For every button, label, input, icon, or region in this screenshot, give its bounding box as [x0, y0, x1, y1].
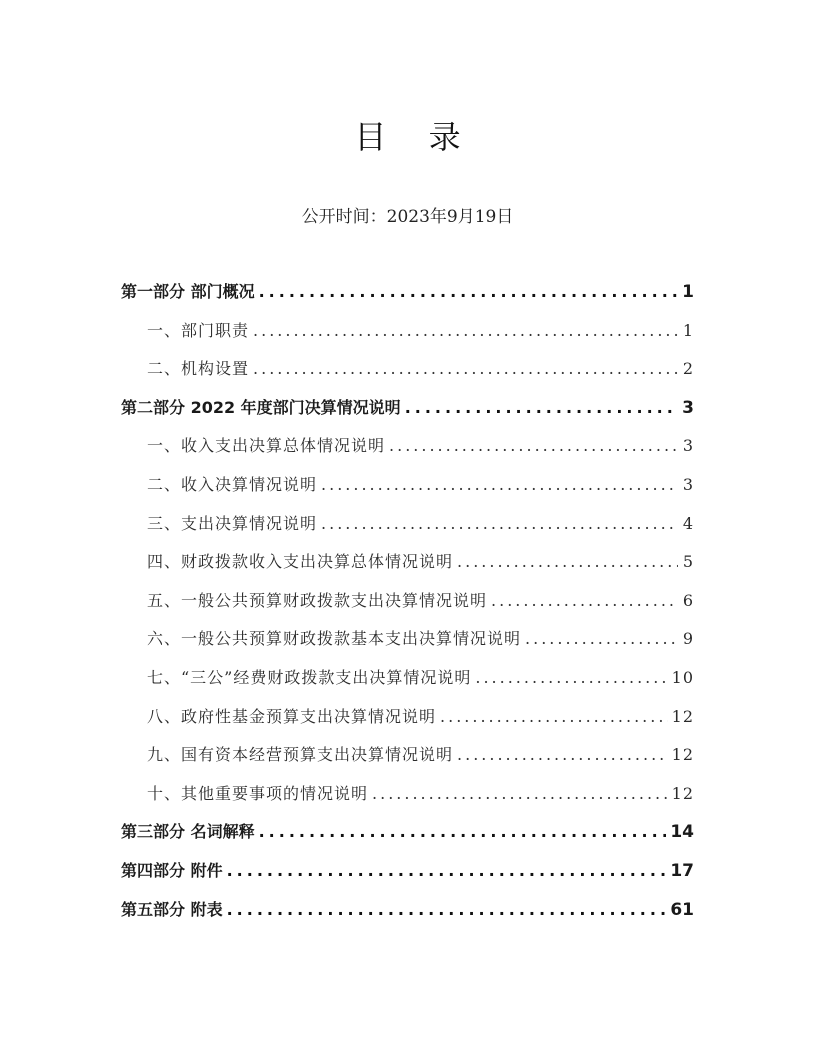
toc-leader-dots — [321, 510, 678, 538]
toc-entry-title: 第二部分 2022 年度部门决算情况说明 — [121, 397, 401, 417]
toc-page-number: 1 — [682, 282, 694, 302]
toc-entry-title: 二、机构设置 — [147, 359, 250, 379]
toc-leader-dots — [259, 818, 667, 846]
toc-leader-dots — [321, 471, 678, 499]
toc-entry-section[interactable] — [121, 317, 694, 356]
toc-page-number: 10 — [671, 667, 694, 687]
toc-entry-section[interactable] — [121, 587, 694, 626]
toc-leader-dots — [227, 896, 667, 924]
toc-entry-title: 第五部分 附表 — [121, 899, 223, 919]
toc-page-number: 12 — [671, 783, 694, 803]
toc-page-number: 3 — [682, 474, 694, 494]
toc-entry-part-4[interactable] — [121, 857, 694, 896]
toc-entry-title: 九、国有资本经营预算支出决算情况说明 — [147, 745, 454, 765]
toc-entry-title: 八、政府性基金预算支出决算情况说明 — [147, 706, 437, 726]
toc-page-number: 14 — [670, 822, 694, 843]
toc-entry-title: 三、支出决算情况说明 — [147, 513, 318, 533]
toc-leader-dots — [525, 625, 678, 653]
toc-entry-title: 一、部门职责 — [147, 320, 250, 340]
toc-entry-title: 第一部分 部门概况 — [121, 282, 255, 301]
toc-entry-part-2[interactable] — [121, 394, 694, 433]
toc-entry-section[interactable] — [121, 703, 694, 742]
toc-leader-dots — [440, 703, 668, 731]
toc-entry-section[interactable] — [121, 355, 694, 394]
toc-leader-dots — [253, 317, 678, 345]
page-title: 目 录 — [354, 118, 477, 156]
toc-entry-section[interactable] — [121, 548, 694, 587]
toc-entry-section[interactable] — [121, 741, 694, 780]
toc-entry-part-5[interactable] — [121, 896, 694, 935]
toc-page-number: 12 — [671, 745, 694, 765]
toc-leader-dots — [491, 587, 678, 615]
toc-entry-title: 二、收入决算情况说明 — [147, 474, 318, 494]
toc-page-number: 61 — [670, 899, 694, 920]
toc-entry-part-3[interactable] — [121, 818, 694, 857]
toc-page-number: 17 — [670, 860, 694, 881]
toc-leader-dots — [227, 857, 667, 885]
toc-page-number: 2 — [682, 359, 694, 379]
toc-leader-dots — [372, 780, 668, 808]
toc-leader-dots — [457, 741, 668, 769]
toc-page-number: 1 — [682, 320, 694, 340]
toc-page-number: 9 — [682, 629, 694, 649]
toc-entry-part-1[interactable] — [121, 278, 694, 317]
toc-entry-title: 第三部分 名词解释 — [121, 822, 255, 842]
toc-leader-dots — [253, 355, 678, 383]
toc-leader-dots — [475, 664, 667, 692]
toc-page-number: 4 — [682, 513, 694, 533]
toc-leader-dots — [259, 278, 678, 306]
toc-entry-section[interactable] — [121, 780, 694, 819]
toc-page-number: 12 — [671, 706, 694, 726]
toc-entry-title: 一、收入支出决算总体情况说明 — [147, 436, 386, 456]
toc-entry-title: 第四部分 附件 — [121, 860, 223, 880]
toc-page-number: 3 — [682, 436, 694, 456]
toc-entry-title: 四、财政拨款收入支出决算总体情况说明 — [147, 552, 454, 572]
toc-leader-dots — [457, 548, 678, 576]
toc-entry-section[interactable] — [121, 471, 694, 510]
toc-entry-section[interactable] — [121, 625, 694, 664]
toc-page-number: 5 — [682, 552, 694, 572]
toc-entry-section[interactable] — [121, 510, 694, 549]
toc-page-number: 3 — [682, 397, 694, 418]
toc-entry-title: 七、“三公”经费财政拨款支出决算情况说明 — [147, 667, 472, 687]
toc-entry-title: 十、其他重要事项的情况说明 — [147, 783, 369, 803]
publish-date: 公开时间：2023年9月19日 — [301, 207, 514, 227]
toc-entry-section[interactable] — [121, 664, 694, 703]
toc-leader-dots — [389, 432, 678, 460]
toc-entry-section[interactable] — [121, 432, 694, 471]
toc-leader-dots — [405, 394, 678, 422]
toc-entry-title: 五、一般公共预算财政拨款支出决算情况说明 — [147, 590, 488, 610]
toc-page-number: 6 — [682, 590, 694, 610]
toc-entry-title: 六、一般公共预算财政拨款基本支出决算情况说明 — [147, 629, 522, 649]
table-of-contents — [121, 278, 694, 934]
